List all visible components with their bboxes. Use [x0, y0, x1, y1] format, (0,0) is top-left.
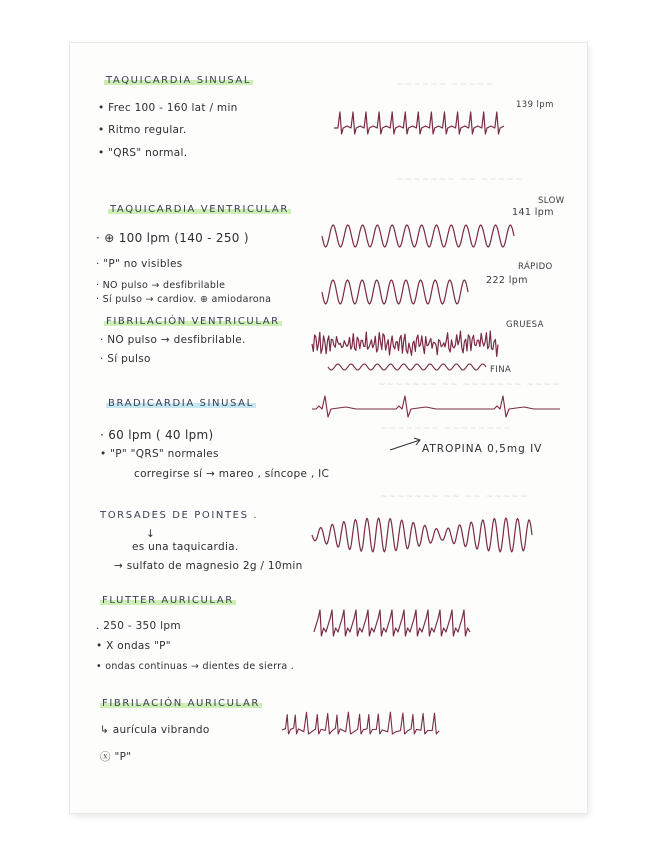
title-bradicardia-sinusal: BRADICARDIA SINUSAL — [108, 398, 254, 409]
flutter-line-3: • ondas continuas → dientes de sierra . — [96, 661, 295, 672]
torsades-arrow: ↓ — [146, 528, 156, 540]
brad-line-2: • "P" "QRS" normales — [100, 448, 219, 460]
note-slow-rate: 141 lpm — [512, 207, 554, 218]
taq-vent-line-3: · NO pulso → desfibrilable — [96, 280, 226, 291]
atropina-note: ATROPINA 0,5mg IV — [422, 443, 543, 455]
flutter-line-2: • X ondas "P" — [96, 640, 171, 652]
note-gruesa: GRUESA — [506, 320, 544, 330]
taq-vent-line-2: · "P" no visibles — [96, 258, 183, 270]
fibr-aur-line-1: ↳ aurícula vibrando — [100, 724, 210, 736]
torsades-line-1: es una taquicardia. — [132, 541, 239, 553]
brad-line-3: corregirse sí → mareo , síncope , IC — [134, 468, 330, 480]
brad-line-1: · 60 lpm ( 40 lpm) — [100, 428, 214, 442]
note-rapido: RÁPIDO — [518, 262, 553, 272]
taq-vent-line-4: · Sí pulso → cardiov. ⊕ amiodarona — [96, 294, 272, 305]
fibr-vent-line-2: · Sí pulso — [100, 353, 151, 365]
note-slow: SLOW — [538, 196, 565, 206]
taq-sinusal-rate-note: 139 lpm — [516, 100, 554, 110]
fibr-aur-line-2: ⓧ "P" — [100, 751, 132, 763]
flutter-line-1: . 250 - 350 lpm — [96, 620, 181, 632]
title-taquicardia-ventricular: TAQUICARDIA VENTRICULAR — [110, 204, 289, 215]
taq-sinusal-line-2: • Ritmo regular. — [98, 124, 187, 136]
taq-sinusal-line-1: • Frec 100 - 160 lat / min — [98, 102, 238, 114]
title-fibrilacion-ventricular: FIBRILACIÓN VENTRICULAR — [106, 316, 280, 327]
title-flutter-auricular: FLUTTER AURICULAR — [102, 595, 234, 606]
fibr-vent-line-1: · NO pulso → desfibrilable. — [100, 334, 246, 346]
note-fina: FINA — [490, 365, 512, 375]
torsades-line-2: → sulfato de magnesio 2g / 10min — [114, 560, 303, 572]
title-torsades: TORSADES DE POINTES . — [100, 510, 259, 521]
taq-sinusal-line-3: • "QRS" normal. — [98, 147, 188, 159]
note-rapido-rate: 222 lpm — [486, 275, 528, 286]
title-fibrilacion-auricular: FIBRILACIÓN AURICULAR — [102, 698, 260, 709]
taq-vent-line-1: · ⊕ 100 lpm (140 - 250 ) — [96, 231, 249, 245]
title-taquicardia-sinusal: TAQUICARDIA SINUSAL — [106, 75, 252, 86]
